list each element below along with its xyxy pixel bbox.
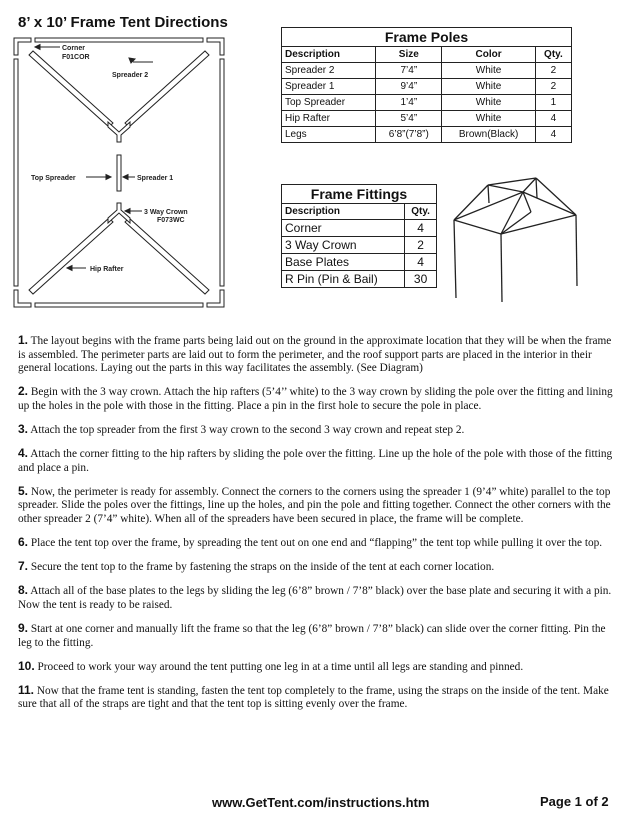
table-cell: 7’4”	[376, 63, 442, 79]
step-number: 4.	[18, 446, 29, 461]
step	[18, 660, 621, 675]
frame-fittings-table	[281, 184, 437, 288]
step-number: 8.	[18, 583, 29, 598]
table-cell: 3 Way Crown	[282, 237, 405, 254]
table-cell: White	[442, 63, 535, 79]
step-number: 2.	[18, 384, 29, 399]
table-row	[282, 237, 437, 254]
table-row	[282, 271, 437, 288]
table-row	[282, 127, 572, 143]
table-header: Color	[442, 47, 535, 63]
tent-frame-sketch	[446, 158, 626, 308]
corner-label: Corner	[62, 45, 85, 52]
table-row	[282, 79, 572, 95]
corner-fitting	[14, 290, 31, 307]
table-cell: R Pin (Pin & Bail)	[282, 271, 405, 288]
step	[18, 385, 621, 413]
table-cell: White	[442, 111, 535, 127]
spreader-1-pole	[14, 59, 18, 286]
step	[18, 684, 621, 712]
table-cell: 4	[405, 220, 437, 237]
table-row	[282, 95, 572, 111]
table-cell: 1’4”	[376, 95, 442, 111]
step	[18, 622, 621, 650]
table-cell: Base Plates	[282, 254, 405, 271]
step-number: 5.	[18, 483, 29, 498]
table-header: Qty.	[535, 47, 571, 63]
step-text: Now, the perimeter is ready for assembly. Connect the corners to the corners using the spreader 1 (9’4” white) parallel to the top spreader. Slide the poles over the fittings, line up the holes, and pin the pole and fitting together. Connect the other corners with the other spreader 2 (7’4” white). When all of the spreaders have been secured in place, the frame will be complete.	[18, 485, 611, 525]
step-number: 10.	[18, 658, 35, 673]
top-spreader-label: Top Spreader	[31, 175, 76, 182]
step	[18, 584, 621, 612]
table-cell: 1	[535, 95, 571, 111]
table-cell: 2	[535, 79, 571, 95]
spreader-1-label: Spreader 1	[137, 175, 174, 182]
table-cell: 9’4”	[376, 79, 442, 95]
table-header: Description	[282, 204, 405, 220]
frame-poles-caption: Frame Poles	[282, 28, 572, 47]
table-cell: 5’4”	[376, 111, 442, 127]
table-row	[282, 111, 572, 127]
step-number: 7.	[18, 559, 29, 574]
step-text: Attach the top spreader from the first 3 way crown to the second 3 way crown and repeat step 2.	[28, 423, 465, 436]
step-text: Place the tent top over the frame, by spreading the tent out on one end and “flapping” the tent top while pulling it over the top.	[28, 537, 603, 550]
hip-rafter-pole	[29, 51, 113, 127]
step-number: 9.	[18, 620, 29, 635]
step-text: Secure the tent top to the frame by fastening the straps on the inside of the tent at each corner location.	[28, 561, 495, 574]
crown-code: F073WC	[157, 217, 185, 224]
step-text: Begin with the 3 way crown. Attach the hip rafters (5’4’’ white) to the 3 way crown by sliding the pole over the fitting and lining up the holes in the pole with those in the fitting. Place a pin in the first hole to secure the pole in place.	[18, 386, 613, 412]
corner-fitting	[207, 38, 224, 55]
step-text: Attach the corner fitting to the hip rafters by sliding the pole over the fitting. Line up the hole of the pole with those of the fitting and place a pin.	[18, 448, 613, 474]
step-text: The layout begins with the frame parts being laid out on the ground in the approximate location that they will be when the frame is assembled. The perimeter parts are laid out to form the perimeter, and the roof support parts are placed in the interior in their general locations. Laying out the parts in this way facilitates the assembly. (See Diagram)	[18, 335, 612, 375]
step-number: 3.	[18, 421, 29, 436]
table-cell: Top Spreader	[282, 95, 376, 111]
step-number: 6.	[18, 535, 29, 550]
spreader-2-pole	[35, 303, 203, 307]
table-header: Qty.	[405, 204, 437, 220]
hip-rafter-pole	[125, 218, 209, 294]
footer-url: www.GetTent.com/instructions.htm	[212, 795, 430, 810]
hip-rafter-pole	[29, 218, 113, 294]
table-cell: 4	[535, 127, 571, 143]
table-row	[282, 63, 572, 79]
layout-diagram	[0, 0, 240, 320]
table-row	[282, 254, 437, 271]
step-text: Attach all of the base plates to the legs by sliding the leg (6’8” brown / 7’8” black) over the base plate and securing it with a pin. Now the tent is ready to be raised.	[18, 585, 612, 611]
3-way-crown	[108, 203, 130, 223]
table-cell: 2	[535, 63, 571, 79]
corner-code: F01COR	[62, 54, 90, 61]
instruction-steps	[18, 334, 621, 721]
frame-poles-table	[281, 27, 572, 143]
step-text: Now that the frame tent is standing, fasten the tent top completely to the frame, using the straps on the inside of the tent. Make sure that all of the straps are tight and that the tent top is sitting evenly over the frame.	[18, 684, 609, 711]
spreader-2-pole	[35, 38, 203, 42]
step-text: Start at one corner and manually lift the frame so that the leg (6’8” brown / 7’8” black) can slide over the corner fitting. Pin the leg to the fitting.	[18, 622, 606, 649]
table-cell: 4	[535, 111, 571, 127]
step	[18, 560, 621, 575]
table-cell: Spreader 1	[282, 79, 376, 95]
table-cell: 4	[405, 254, 437, 271]
step	[18, 536, 621, 551]
hip-rafter-label: Hip Rafter	[90, 266, 124, 273]
table-cell: Brown(Black)	[442, 127, 535, 143]
corner-fitting	[14, 38, 31, 55]
table-header: Size	[376, 47, 442, 63]
table-cell: 6’8”(7’8”)	[376, 127, 442, 143]
table-cell: Hip Rafter	[282, 111, 376, 127]
spreader-1-pole	[220, 59, 224, 286]
crown-label: 3 Way Crown	[144, 209, 188, 216]
top-spreader-pole	[117, 155, 121, 191]
step	[18, 447, 621, 475]
step	[18, 423, 621, 438]
table-row	[282, 220, 437, 237]
table-cell: White	[442, 79, 535, 95]
page-title: 8’ x 10’ Frame Tent Directions	[18, 14, 228, 31]
table-cell: Corner	[282, 220, 405, 237]
step	[18, 334, 621, 376]
page-number: Page 1 of 2	[540, 794, 609, 809]
3-way-crown	[108, 122, 130, 142]
table-cell: Spreader 2	[282, 63, 376, 79]
spreader-2-label: Spreader 2	[112, 72, 149, 79]
step-number: 11.	[18, 682, 35, 697]
step-number: 1.	[18, 333, 29, 347]
table-header: Description	[282, 47, 376, 63]
step-text: Proceed to work your way around the tent putting one leg in at a time until all legs are standing and pinned.	[34, 660, 524, 673]
table-cell: Legs	[282, 127, 376, 143]
step	[18, 485, 621, 527]
table-cell: 2	[405, 237, 437, 254]
table-cell: 30	[405, 271, 437, 288]
frame-fittings-caption: Frame Fittings	[282, 185, 437, 204]
table-cell: White	[442, 95, 535, 111]
corner-fitting	[207, 290, 224, 307]
